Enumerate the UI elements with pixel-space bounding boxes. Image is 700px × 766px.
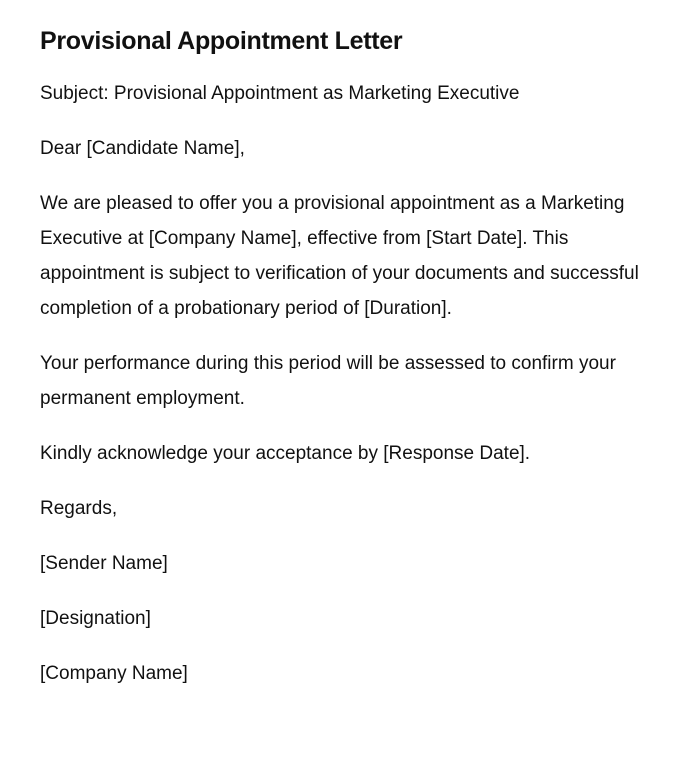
sender-designation: [Designation] bbox=[40, 608, 151, 629]
body-paragraph: Your performance during this period will be assessed to confirm your permanent employment. bbox=[40, 353, 616, 409]
sender-name: [Sender Name] bbox=[40, 553, 168, 574]
closing: Regards, bbox=[40, 498, 118, 519]
salutation: Dear [Candidate Name], bbox=[40, 138, 245, 159]
letter-title: Provisional Appointment Letter bbox=[40, 27, 403, 55]
sender-company: [Company Name] bbox=[40, 663, 188, 684]
body-paragraph: We are pleased to offer you a provisional appointment as a Marketing Executive at [Company Name], effective from [Start Date]. This appointment is subject to verification of your documents and successful completion of a probationary period of [Duration]. bbox=[40, 193, 639, 319]
subject-line: Subject: Provisional Appointment as Marketing Executive bbox=[40, 83, 520, 104]
body-paragraph: Kindly acknowledge your acceptance by [Response Date]. bbox=[40, 443, 531, 464]
